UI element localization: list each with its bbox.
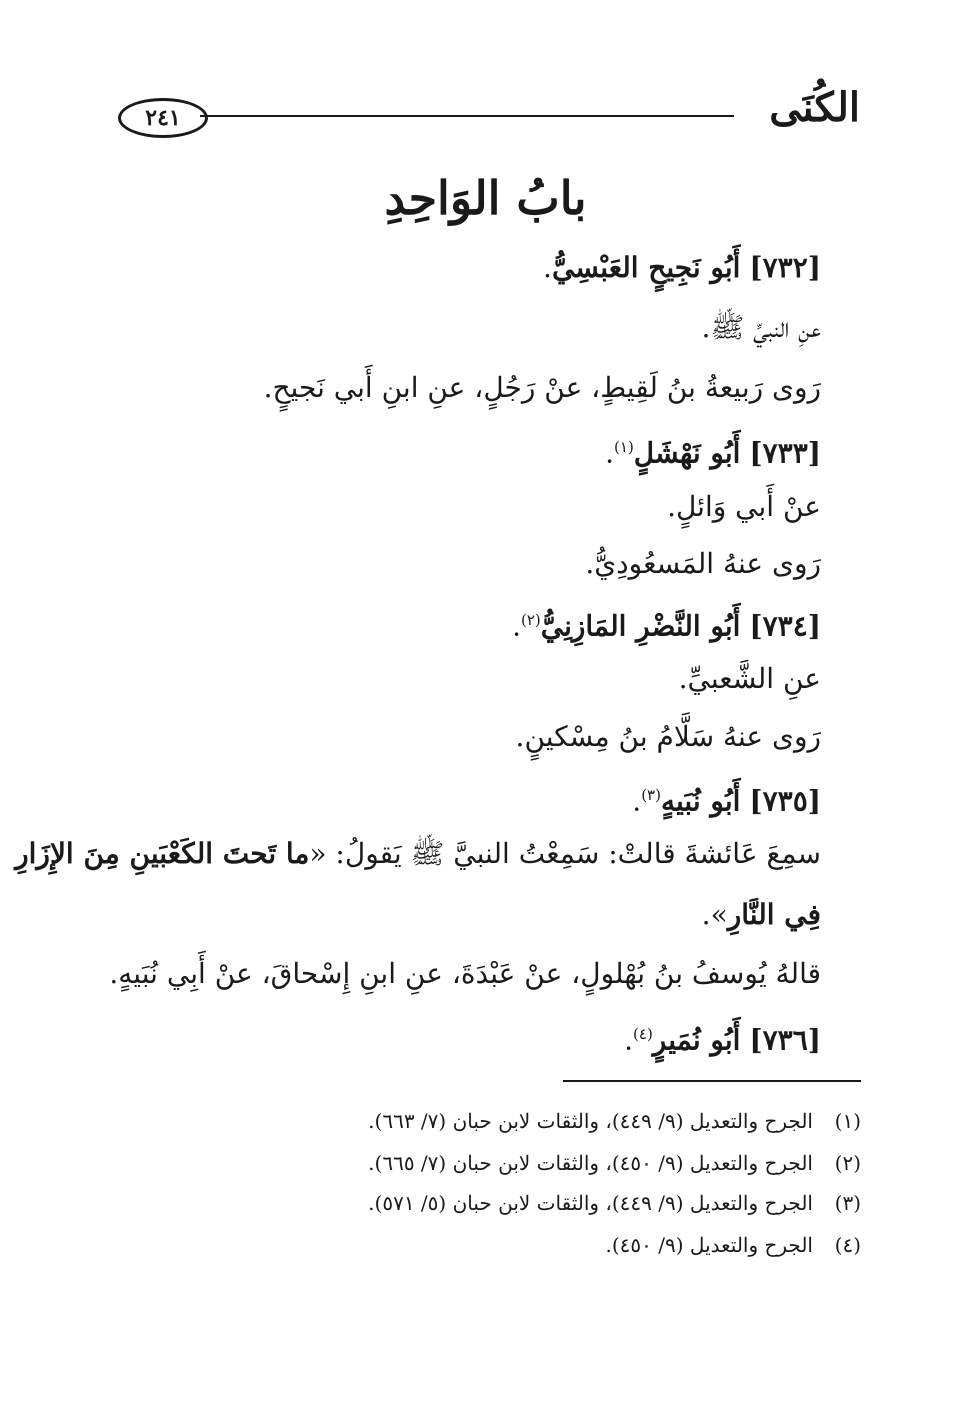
text-line: رَوى عنهُ المَسعُودِيُّ. [585,547,821,580]
footnote: (٤)الجرح والتعديل (٩/ ٤٥٠). [606,1230,862,1260]
entry-heading: [٧٣٦] أَبُو نُمَيرٍ$^{(٤)}$. [624,1023,821,1057]
entry-number: [٧٣٥] [749,784,821,818]
text-line: رَوى عنهُ سَلَّامُ بنُ مِسْكينٍ. [515,720,821,753]
text-line: عنِ الشَّعبيِّ. [678,662,821,695]
chapter-title: بابُ الوَاحِدِ [384,171,587,225]
text-line: رَوى رَبيعةُ بنُ لَقِيطٍ، عنْ رَجُلٍ، عنِ ابنِ أَبي نَجيحٍ. [263,371,821,404]
footnote-ref: (١) [614,438,634,456]
footnote-number: (٢) [834,1151,861,1175]
footnote-rule [563,1080,861,1082]
footnote-number: (٣) [834,1191,861,1215]
entry-name: أَبُو النَّضْرِ المَازِنِيُّ [540,609,741,643]
footnote-number: (١) [834,1109,861,1133]
entry-number: [٧٣٦] [749,1023,821,1057]
text-line: سمِعَ عَائشةَ قالتْ: سَمِعْتُ النبيَّ ﷺ يَقولُ: «ما تَحتَ الكَعْبَينِ مِنَ الإِزَارِ [15,837,821,870]
text-line: فِي النَّارِ». [701,898,821,931]
entry-number: [٧٣٣] [749,436,821,470]
entry-name: أَبُو نُبَيهٍ [660,784,741,818]
entry-number: [٧٣٤] [749,609,821,643]
entry-heading: [٧٣٥] أَبُو نُبَيهٍ$^{(٣)}$. [632,784,821,818]
footnote-ref: (٢) [520,611,541,629]
footnote-ref: (٣) [641,786,661,804]
entry-heading: [٧٣٤] أَبُو النَّضْرِ المَازِنِيُّ$^{(٢)}$. [512,609,821,643]
text-line: عنِ النبيِّ ﷺ. [701,311,821,344]
entry-heading: [٧٣٢] أَبُو نَجِيحٍ العَبْسِيُّ. [543,251,821,284]
entry-name: أَبُو نَهْشَلٍ [633,436,741,470]
entry-name: أَبُو نُمَيرٍ [652,1023,741,1057]
footnote-number: (٤) [834,1233,861,1257]
footnote-ref: (٤) [633,1025,653,1043]
running-title: الكُنَى [769,84,860,131]
text-line: قالهُ يُوسفُ بنُ بُهْلولٍ، عنْ عَبْدَةَ، عنِ ابنِ إِسْحاقَ، عنْ أَبِي نُبَيهٍ. [109,957,821,990]
footnote: (٢)الجرح والتعديل (٩/ ٤٥٠)، والثقات لابن حبان (٧/ ٦٦٥). [368,1148,861,1178]
hadith-text: فِي النَّارِ [727,898,821,931]
footnote: (٣)الجرح والتعديل (٩/ ٤٤٩)، والثقات لابن حبان (٥/ ٥٧١). [368,1188,861,1218]
entry-name: أَبُو نَجِيحٍ العَبْسِيُّ [551,251,741,284]
header-rule [200,115,734,117]
hadith-text: ما تَحتَ الكَعْبَينِ مِنَ الإِزَارِ [15,837,310,870]
page-header [118,78,866,150]
page-number: ٢٤١ [118,98,208,138]
entry-heading: [٧٣٣] أَبُو نَهْشَلٍ$^{(١)}$. [605,436,821,470]
entry-number: [٧٣٢] [749,251,821,284]
text-line: عنْ أَبي وَائلٍ. [667,490,821,523]
footnote: (١)الجرح والتعديل (٩/ ٤٤٩)، والثقات لابن حبان (٧/ ٦٦٣). [368,1106,861,1136]
